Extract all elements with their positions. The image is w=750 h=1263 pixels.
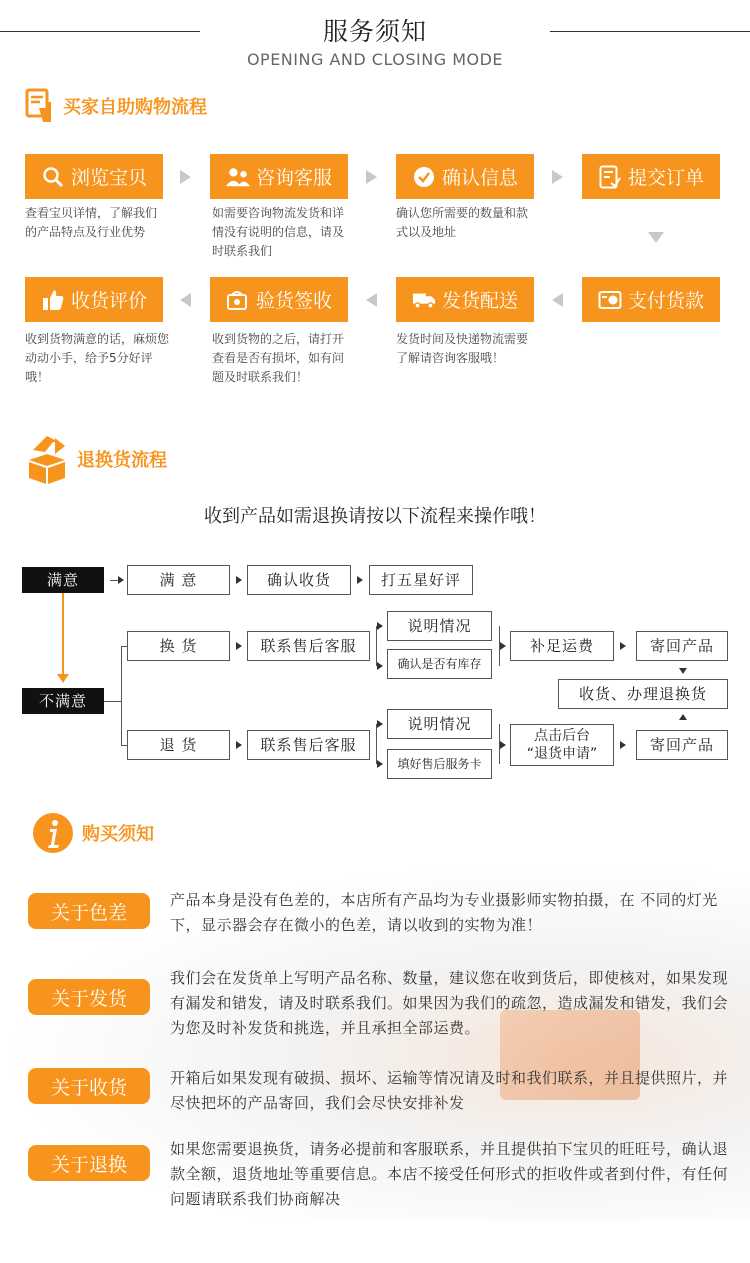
- connector: [376, 724, 377, 764]
- order-form-icon: [598, 165, 622, 189]
- step-confirm: [396, 154, 534, 199]
- arrow-right: [500, 642, 506, 650]
- note-label-receiving: 关于收货: [28, 1068, 150, 1104]
- notes-section-heading: [32, 812, 154, 854]
- truck-icon: [412, 288, 436, 312]
- arrow-right: [357, 576, 363, 584]
- step-consult: [210, 154, 348, 199]
- step-delivery: [396, 277, 534, 322]
- receive-and-process: 收货、办理退换货: [558, 679, 728, 709]
- arrow-right: [377, 760, 383, 768]
- exchange-explain: 说明情况: [387, 611, 492, 641]
- arrow-right: [620, 741, 626, 749]
- connector: [121, 646, 122, 745]
- exchange-send-back: 寄回产品: [636, 631, 728, 661]
- step-browse: [25, 154, 163, 199]
- arrow-right: [366, 170, 377, 184]
- arrow-right: [377, 662, 383, 670]
- step-delivery-desc: 发货时间及快递物流需要了解请咨询客服哦！: [396, 332, 529, 365]
- step-inspect-desc: 收到货物的之后，请打开查看是否有损坏，如有问题及时联系我们！: [212, 332, 345, 384]
- note-label-shipping: 关于发货: [28, 979, 150, 1015]
- step-label: 咨询客服: [255, 167, 332, 189]
- satisfied-step-five-star: 打五星好评: [369, 565, 473, 595]
- arrow-right: [118, 576, 124, 584]
- arrow-left: [552, 293, 563, 307]
- step-inspect: [210, 277, 348, 322]
- note-text-color: 产品本身是没有色差的，本店所有产品均为专业摄影师实物拍摄，在 不同的灯光下，显示器会存在微小的色差，请以收到的实物为准！: [170, 891, 718, 934]
- step-review-desc: 收到货物满意的话，麻烦您动动小手，给予5分好评哦！: [25, 332, 170, 384]
- shopping-process-icon: [25, 88, 55, 124]
- step-payment: [582, 277, 720, 322]
- page-title: 服务须知: [322, 17, 427, 46]
- shopping-section-title: 买家自助购物流程: [63, 97, 207, 118]
- satisfied-label: 满意: [22, 567, 104, 593]
- note-label-color: 关于色差: [28, 893, 150, 929]
- exchange-check-stock: 确认是否有库存: [387, 649, 492, 679]
- note-label-returns: 关于退换: [28, 1145, 150, 1181]
- arrow-down: [679, 668, 687, 674]
- info-icon: [32, 812, 74, 854]
- note-text-shipping: 我们会在发货单上写明产品名称、数量，建议您在收到货后，即使核对，如果发现有漏发和错发，请及时联系我们。如果因为我们的疏忽，造成漏发和错发，我们会为您及时补发货和挑选，并且承担全部运费。: [170, 969, 729, 1037]
- connector: [376, 626, 377, 666]
- shopping-section-heading: [25, 88, 207, 124]
- connector: [110, 580, 118, 581]
- step-label: 浏览宝贝: [70, 167, 147, 189]
- note-text-returns: 如果您需要退换货，请务必提前和客服联系，并且提供拍下宝贝的旺旺号，确认退款全额，退货地址等重要信息。本店不接受任何形式的拒收件或者到付件，有任何问题请联系我们协商解决: [170, 1140, 729, 1208]
- exchange-contact-service: 联系售后客服: [247, 631, 370, 661]
- step-label: 提交订单: [627, 167, 704, 189]
- box-sign-icon: [226, 288, 250, 312]
- arrow-down: [648, 232, 664, 243]
- exchange-pay-freight: 补足运费: [510, 631, 614, 661]
- arrow-left: [366, 293, 377, 307]
- step-label: 发货配送: [441, 290, 518, 312]
- refund-fill-card: 填好售后服务卡: [387, 749, 492, 779]
- notes-section-title: 购买须知: [82, 824, 154, 845]
- arrow-right: [180, 170, 191, 184]
- step-label: 确认信息: [441, 167, 518, 189]
- refund-explain: 说明情况: [387, 709, 492, 739]
- arrow-right: [620, 642, 626, 650]
- step-consult-desc: 如需要咨询物流发货和详情没有说明的信息，请及时联系我们: [212, 206, 345, 258]
- arrow-right: [236, 741, 242, 749]
- returns-section-title: 退换货流程: [77, 450, 167, 471]
- payment-icon: [598, 288, 622, 312]
- arrow-right: [377, 622, 383, 630]
- step-submit-order: [582, 154, 720, 199]
- connector: [104, 701, 121, 702]
- returns-intro: 收到产品如需退换请按以下流程来操作哦！: [204, 506, 546, 527]
- satisfied-step-satisfied: 满 意: [127, 565, 230, 595]
- satisfied-step-confirm: 确认收货: [247, 565, 351, 595]
- arrow-right: [552, 170, 563, 184]
- arrow-up: [679, 714, 687, 720]
- thumbs-up-icon: [41, 288, 65, 312]
- step-confirm-desc: 确认您所需要的数量和款式以及地址: [396, 206, 529, 239]
- exchange-step: 换 货: [127, 631, 230, 661]
- unsatisfied-label: 不满意: [22, 688, 104, 714]
- refund-send-back: 寄回产品: [636, 730, 728, 760]
- step-label: 支付货款: [627, 290, 704, 312]
- step-label: 收货评价: [70, 290, 147, 312]
- step-browse-desc: 查看宝贝详情，了解我们的产品特点及行业优势: [25, 206, 158, 239]
- note-text-receiving: 开箱后如果发现有破损、损坏、运输等情况请及时和我们联系，并且提供照片，并尽快把坏的产品寄回，我们会尽快安排补发: [170, 1069, 729, 1112]
- refund-step: 退 货: [127, 730, 230, 760]
- step-label: 验货签收: [255, 290, 332, 312]
- arrow-right: [236, 576, 242, 584]
- check-circle-icon: [412, 165, 436, 189]
- orange-arrow-down: [57, 674, 69, 683]
- refund-contact-service: 联系售后客服: [247, 730, 370, 760]
- return-box-icon: [25, 432, 69, 486]
- search-icon: [41, 165, 65, 189]
- arrow-right: [377, 720, 383, 728]
- arrow-right: [500, 741, 506, 749]
- page-subtitle: OPENING AND CLOSING MODE: [246, 50, 504, 69]
- orange-connector: [62, 593, 64, 675]
- refund-click-apply: 点击后台 “退货申请”: [510, 724, 614, 766]
- step-review: [25, 277, 163, 322]
- people-icon: [226, 165, 250, 189]
- returns-section-heading: [25, 432, 167, 486]
- arrow-left: [180, 293, 191, 307]
- arrow-right: [236, 642, 242, 650]
